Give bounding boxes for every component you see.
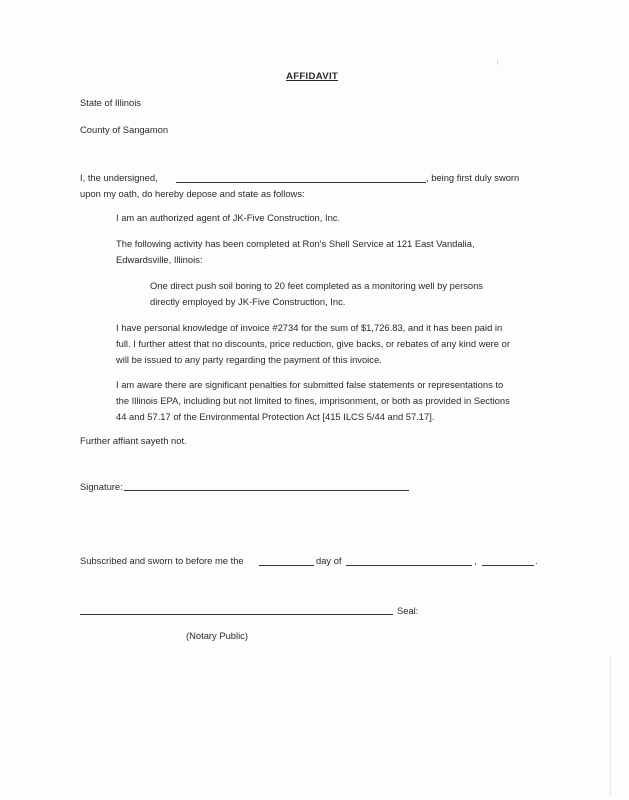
intro-line-2: upon my oath, do hereby depose and state as follows: xyxy=(80,188,305,199)
scan-mark-top-right xyxy=(497,60,498,65)
activity-description-line-1: One direct push soil boring to 20 feet completed as a monitoring well by persons xyxy=(150,280,483,291)
day-of-label: day of xyxy=(316,555,342,566)
paragraph-activity-line-2: Edwardsville, Illinois: xyxy=(116,254,203,265)
notary-signature-blank[interactable] xyxy=(80,614,393,615)
notary-public-label: (Notary Public) xyxy=(186,630,248,641)
paragraph-penalties-line-2: the Illinois EPA, including but not limited to fines, imprisonment, or both as provided in Sections xyxy=(116,395,510,406)
seal-label: Seal: xyxy=(397,605,419,616)
paragraph-invoice-line-3: will be issued to any party regarding the payment of this invoice. xyxy=(116,354,382,365)
month-blank[interactable] xyxy=(346,565,472,566)
subscribed-start: Subscribed and sworn to before me the xyxy=(80,555,244,566)
day-blank[interactable] xyxy=(259,565,314,566)
activity-description-line-2: directly employed by JK-Five Construction, Inc. xyxy=(150,296,346,307)
paragraph-activity-line-1: The following activity has been completed at Ron's Shell Service at 121 East Vandalia, xyxy=(116,238,475,249)
paragraph-invoice-line-1: I have personal knowledge of invoice #2734 for the sum of $1,726.83, and it has been paid in xyxy=(116,322,503,333)
document-title: AFFIDAVIT xyxy=(286,71,339,82)
paragraph-penalties-line-3: 44 and 57.17 of the Environmental Protection Act [415 ILCS 5/44 and 57.17]. xyxy=(116,411,435,422)
county-line: County of Sangamon xyxy=(80,124,169,135)
scan-mark-right-edge xyxy=(610,655,611,795)
further-affiant: Further affiant sayeth not. xyxy=(80,435,187,446)
intro-start: I, the undersigned, xyxy=(80,172,158,183)
year-blank[interactable] xyxy=(482,565,534,566)
paragraph-penalties-line-1: I am aware there are significant penalties for submitted false statements or representations to xyxy=(116,379,504,390)
paragraph-agent: I am an authorized agent of JK-Five Construction, Inc. xyxy=(116,212,341,223)
comma-separator: , xyxy=(474,555,477,566)
paragraph-invoice-line-2: full. I further attest that no discounts, price reduction, give backs, or rebates of any kind were or xyxy=(116,338,510,349)
signature-blank[interactable] xyxy=(124,490,409,491)
affiant-name-blank[interactable] xyxy=(176,182,426,183)
signature-label: Signature: xyxy=(80,481,123,492)
period-mark: . xyxy=(535,555,538,566)
intro-end: , being first duly sworn xyxy=(426,172,520,183)
state-line: State of Illinois xyxy=(80,97,141,108)
